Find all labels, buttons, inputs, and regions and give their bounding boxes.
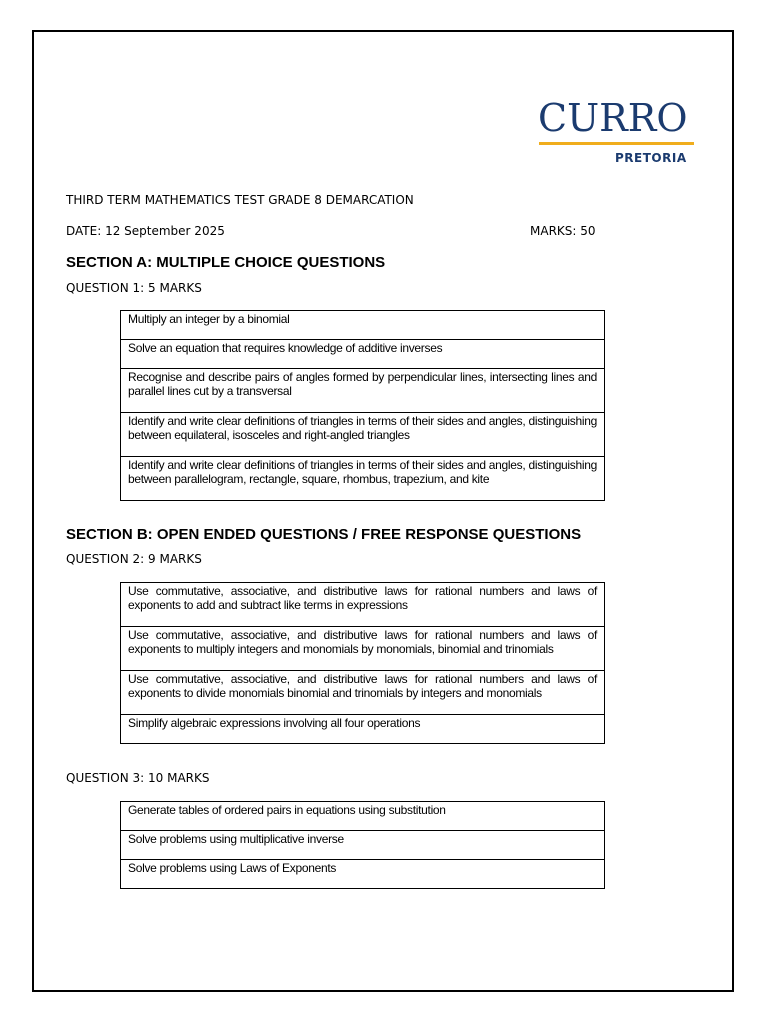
table-row — [121, 831, 605, 860]
table-row — [121, 860, 605, 889]
question-2-table — [120, 582, 605, 744]
table-cell: Identify and write clear definitions of triangles in terms of their sides and angles, distinguishing between equilateral, isosceles and right-angled triangles — [121, 413, 605, 457]
table-row — [121, 671, 605, 715]
curro-logo — [538, 96, 698, 168]
logo-campus: PRETORIA — [615, 151, 687, 165]
document-title: THIRD TERM MATHEMATICS TEST GRADE 8 DEMARCATION — [66, 193, 414, 207]
logo-wordmark: CURRO — [538, 96, 688, 140]
table-cell: Use commutative, associative, and distributive laws for rational numbers and laws of exponents to divide monomials binomial and trinomials by integers and monomials — [121, 671, 605, 715]
test-date: DATE: 12 September 2025 — [66, 224, 225, 238]
table-row — [121, 583, 605, 627]
table-row — [121, 369, 605, 413]
question-3-table — [120, 801, 605, 889]
table-cell: Recognise and describe pairs of angles formed by perpendicular lines, intersecting lines and parallel lines cut by a transversal — [121, 369, 605, 413]
table-cell: Solve problems using Laws of Exponents — [121, 860, 605, 889]
table-cell: Multiply an integer by a binomial — [121, 311, 605, 340]
table-row — [121, 413, 605, 457]
table-cell: Identify and write clear definitions of triangles in terms of their sides and angles, distinguishing between parallelogram, rectangle, square, rhombus, trapezium, and kite — [121, 457, 605, 501]
question-3-label: QUESTION 3: 10 MARKS — [66, 771, 210, 785]
table-row — [121, 340, 605, 369]
section-b-heading: SECTION B: OPEN ENDED QUESTIONS / FREE RESPONSE QUESTIONS — [66, 526, 582, 543]
table-cell: Simplify algebraic expressions involving all four operations — [121, 715, 605, 744]
table-cell: Use commutative, associative, and distributive laws for rational numbers and laws of exponents to multiply integers and monomials by monomials, binomial and trinomials — [121, 627, 605, 671]
section-a-heading: SECTION A: MULTIPLE CHOICE QUESTIONS — [66, 254, 386, 271]
table-cell: Solve an equation that requires knowledge of additive inverses — [121, 340, 605, 369]
question-1-table — [120, 310, 605, 501]
logo-underline — [539, 142, 694, 145]
table-row — [121, 311, 605, 340]
table-cell: Solve problems using multiplicative inverse — [121, 831, 605, 860]
question-1-label: QUESTION 1: 5 MARKS — [66, 281, 202, 295]
table-cell: Generate tables of ordered pairs in equations using substitution — [121, 802, 605, 831]
table-cell: Use commutative, associative, and distributive laws for rational numbers and laws of exponents to add and subtract like terms in expressions — [121, 583, 605, 627]
table-row — [121, 627, 605, 671]
table-row — [121, 802, 605, 831]
total-marks: MARKS: 50 — [530, 224, 596, 238]
question-2-label: QUESTION 2: 9 MARKS — [66, 552, 202, 566]
table-row — [121, 715, 605, 744]
table-row — [121, 457, 605, 501]
